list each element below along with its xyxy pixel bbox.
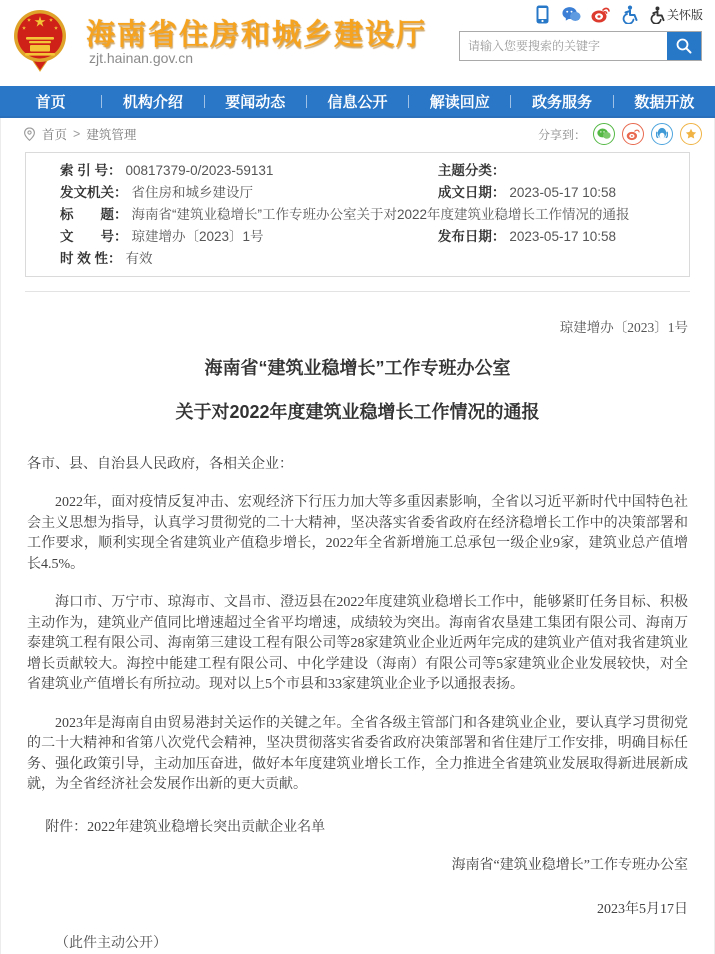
accessibility-icon[interactable]: [620, 5, 639, 24]
search-bar: [459, 31, 702, 61]
search-input[interactable]: [460, 32, 667, 60]
meta-index-label: 索 引 号：: [60, 163, 122, 178]
document-salutation: 各市、县、自治县人民政府，各相关企业：: [27, 457, 293, 473]
weibo-share-icon: [626, 128, 640, 141]
meta-row: [26, 204, 689, 226]
care-version-label: 关怀版: [666, 8, 703, 22]
document-paragraph: 海口市、万宁市、琼海市、文昌市、澄迈县在2022年度建筑业稳增长工作中，能够紧盯任务目标、积极主动作为，建筑业产值同比增速超过全省平均增速，成绩较为突出。海南省农垦建工集团有限公司、海南万泰建筑工程有限公司、海南第三建设工程有限公司等28家建筑业企业近两年完成的建筑业产值对我省建筑业增长贡献较大。海控中能建工程有限公司、中化学建设（海南）有限公司等5家建筑业企业发展较快，对全省建筑业产值增长有所拉动。现对以上5个市县和33家建筑业企业予以通报表扬。: [27, 595, 688, 693]
document-paragraph: 2023年是海南自由贸易港封关运作的关键之年。全省各级主管部门和各建筑业企业，要认真学习贯彻党的二十大精神和省第八次党代会精神，坚决贯彻落实省委省政府决策部署和省住建厅工作安排，明确目标任务、强化政策引导，主动加压奋进，做好本年度建筑业增长工作，全力推进全省建筑业发展取得新进展新成就，为全省经济社会发展作出新的更大贡献。: [27, 715, 688, 793]
meta-publish-date-label: 发布日期：: [437, 229, 506, 244]
nav-item-news[interactable]: 要闻动态: [225, 93, 286, 111]
national-emblem-logo[interactable]: [13, 9, 67, 75]
header-quick-links: [533, 5, 703, 24]
meta-publish-date-value: 2023-05-17 10:58: [509, 229, 616, 244]
share-label: 分享到：: [537, 127, 586, 142]
meta-topic: [404, 160, 689, 182]
site-header: [0, 0, 715, 86]
wechat-icon[interactable]: [562, 5, 581, 24]
meta-written-date: [404, 182, 689, 204]
document-footnote: （此件主动公开）: [55, 935, 167, 951]
meta-validity: [26, 248, 689, 270]
document-title-line2: 关于对2022年度建筑业稳增长工作情况的通报: [175, 401, 540, 422]
meta-title-label: 标 题：: [60, 207, 128, 222]
search-button[interactable]: [667, 32, 701, 60]
share-weibo-button[interactable]: [622, 123, 644, 145]
location-pin-icon: [23, 126, 36, 142]
meta-doc-no-value: 琼建增办〔2023〕1号: [131, 229, 264, 244]
meta-title: [26, 204, 689, 226]
document-attachment: 附件：2022年建筑业稳增长突出贡献企业名单: [45, 819, 326, 835]
breadcrumb-section[interactable]: 建筑管理: [86, 128, 137, 142]
wechat-share-icon: [597, 128, 611, 140]
nav-item-data[interactable]: 数据开放: [634, 93, 695, 111]
nav-item-org[interactable]: 机构介绍: [122, 93, 183, 111]
share-wechat-button[interactable]: [593, 123, 615, 145]
favorite-button[interactable]: [680, 123, 702, 145]
breadcrumb-home[interactable]: 首页: [42, 128, 68, 142]
nav-item-services[interactable]: 政务服务: [532, 93, 593, 111]
breadcrumb-separator: >: [73, 127, 81, 141]
section-divider: [25, 291, 690, 292]
meta-row: [26, 248, 689, 270]
meta-written-date-value: 2023-05-17 10:58: [509, 185, 616, 200]
nav-item-home[interactable]: 首页: [35, 93, 66, 111]
care-version-icon: [649, 6, 665, 24]
document-meta-table: [25, 152, 690, 277]
meta-agency: [26, 182, 404, 204]
meta-row: [26, 226, 689, 248]
nav-item-interpret[interactable]: 解读回应: [429, 93, 490, 111]
meta-index-value: 00817379-0/2023-59131: [125, 163, 274, 178]
document-date: 2023年5月17日: [597, 901, 688, 917]
search-icon: [675, 37, 693, 55]
mobile-version-icon[interactable]: [533, 5, 552, 24]
qq-share-icon: [656, 127, 668, 141]
meta-written-date-label: 成文日期：: [437, 185, 506, 200]
meta-doc-no-label: 文 号：: [60, 229, 128, 244]
care-version-link[interactable]: [649, 6, 703, 24]
meta-row: [26, 160, 689, 182]
breadcrumb-row: [1, 118, 714, 150]
share-toolbar: [538, 123, 702, 145]
site-title[interactable]: 海南省住房和城乡建设厅: [86, 19, 428, 51]
meta-doc-no: [26, 226, 404, 248]
document-signature: 海南省“建筑业稳增长”工作专班办公室: [451, 857, 688, 873]
meta-title-value: 海南省“建筑业稳增长”工作专班办公室关于对2022年度建筑业稳增长工作情况的通报: [131, 207, 630, 222]
meta-agency-label: 发文机关：: [60, 185, 128, 200]
star-icon: [684, 127, 698, 141]
share-qq-button[interactable]: [651, 123, 673, 145]
document-number: 琼建增办〔2023〕1号: [559, 320, 688, 335]
emblem-graphic: [13, 9, 67, 75]
meta-row: [26, 182, 689, 204]
breadcrumb: [23, 125, 136, 143]
meta-validity-label: 时 效 性：: [60, 251, 122, 266]
document-title-line1: 海南省“建筑业稳增长”工作专班办公室: [204, 358, 511, 378]
meta-index: [26, 160, 404, 182]
main-nav: [0, 86, 715, 118]
weibo-icon[interactable]: [591, 5, 610, 24]
meta-validity-value: 有效: [125, 251, 153, 266]
document-paragraph: 2022年，面对疫情反复冲击、宏观经济下行压力加大等多重因素影响，全省以习近平新时代中国特色社会主义思想为指导，认真学习贯彻党的二十大精神，坚决落实省委省政府在经济稳增长工作中的决策部署和工作要求，顺利实现全省建筑业产值稳步增长，2022年全省新增施工总承包一级企业9家，建筑业总产值增长4.5%。: [27, 495, 688, 572]
meta-topic-label: 主题分类：: [437, 163, 506, 178]
meta-agency-value: 省住房和城乡建设厅: [131, 185, 253, 200]
site-url: zjt.hainan.gov.cn: [89, 50, 194, 66]
main-content: [0, 118, 715, 954]
nav-item-info[interactable]: 信息公开: [327, 93, 388, 111]
document-body: [1, 316, 714, 954]
meta-publish-date: [404, 226, 689, 248]
